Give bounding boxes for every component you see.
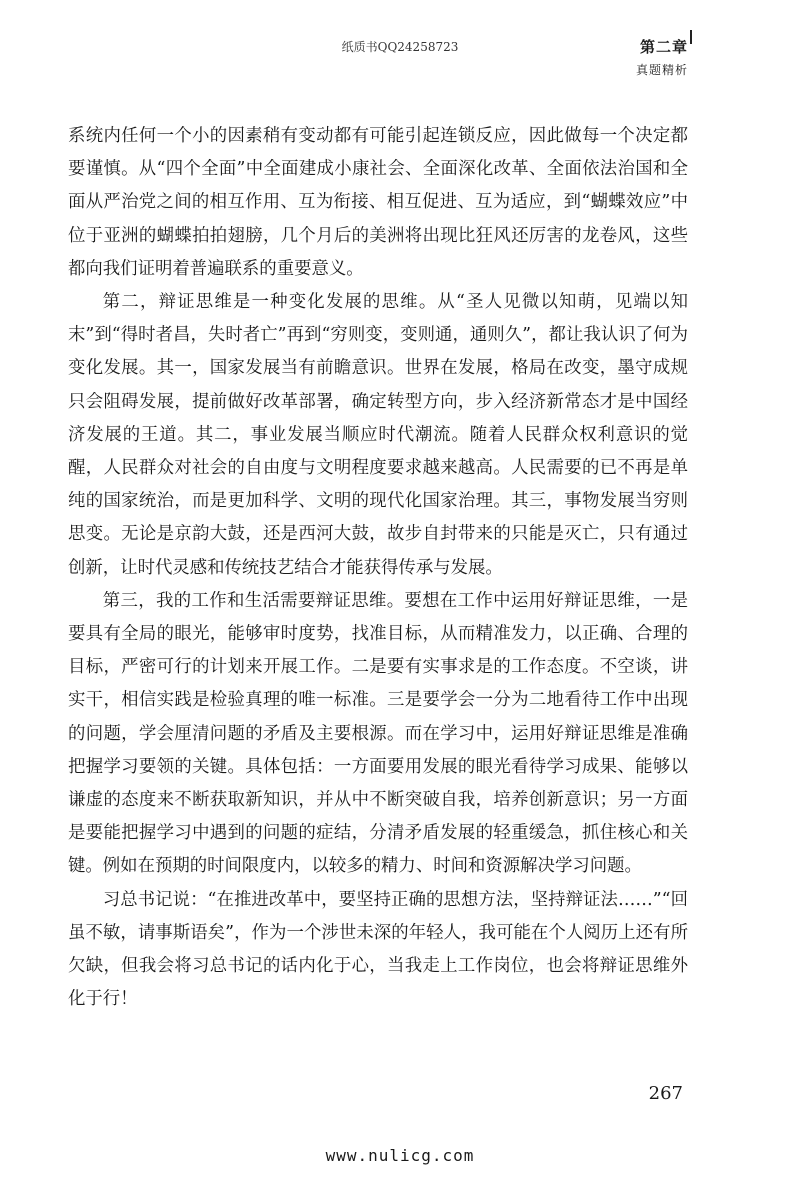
chapter-title: 第二章	[639, 38, 688, 56]
header-watermark-text: 纸质书QQ24258723	[341, 40, 459, 54]
page-number: 267	[648, 1083, 683, 1104]
chapter-divider	[690, 30, 692, 44]
paragraph-1: 系统内任何一个小的因素稍有变动都有可能引起连锁反应，因此做每一个决定都要谨慎。从“四个全面”中全面建成小康社会、全面深化改革、全面依法治国和全面从严治党之间的相互作用、互为衔接、相互促进、互为适应，到“蝴蝶效应”中位于亚洲的蝴蝶拍拍翅膀，几个月后的美洲将出现比狂风还厉害的龙卷风，这些都向我们证明着普遍联系的重要意义。	[68, 126, 688, 279]
paragraph-4: 习总书记说：“在推进改革中，要坚持正确的思想方法，坚持辩证法……”“回虽不敏，请事斯语矣”，作为一个涉世未深的年轻人，我可能在个人阅历上还有所欠缺，但我会将习总书记的话内化于心，当我走上工作岗位，也会将辩证思维外化于行！	[68, 889, 688, 1010]
footer-url: www.nulicg.com	[325, 1146, 475, 1165]
section-title: 真题精析	[635, 63, 688, 77]
paragraph-3: 第三，我的工作和生活需要辩证思维。要想在工作中运用好辩证思维，一是要具有全局的眼光，能够审时度势，找准目标，从而精准发力，以正确、合理的目标，严密可行的计划来开展工作。二是要有实事求是的工作态度。不空谈，讲实干，相信实践是检验真理的唯一标准。三是要学会一分为二地看待工作中出现的问题，学会厘清问题的矛盾及主要根源。而在学习中，运用好辩证思维是准确把握学习要领的关键。具体包括：一方面要用发展的眼光看待学习成果、能够以谦虚的态度来不断获取新知识，并从中不断突破自我，培养创新意识；另一方面是要能把握学习中遇到的问题的症结，分清矛盾发展的轻重缓急，抓住核心和关键。例如在预期的时间限度内，以较多的精力、时间和资源解决学习问题。	[68, 590, 688, 877]
paragraph-2: 第二，辩证思维是一种变化发展的思维。从“圣人见微以知萌，见端以知末”到“得时者昌，失时者亡”再到“穷则变，变则通，通则久”，都让我认识了何为变化发展。其一，国家发展当有前瞻意识。世界在发展，格局在改变，墨守成规只会阻碍发展，提前做好改革部署，确定转型方向，步入经济新常态才是中国经济发展的王道。其二，事业发展当顺应时代潮流。随着人民群众权利意识的觉醒，人民群众对社会的自由度与文明程度要求越来越高。人民需要的已不再是单纯的国家统治，而是更加科学、文明的现代化国家治理。其三，事物发展当穷则思变。无论是京韵大鼓，还是西河大鼓，故步自封带来的只能是灭亡，只有通过创新，让时代灵感和传统技艺结合才能获得传承与发展。	[68, 292, 688, 578]
body-text	[68, 120, 688, 1016]
